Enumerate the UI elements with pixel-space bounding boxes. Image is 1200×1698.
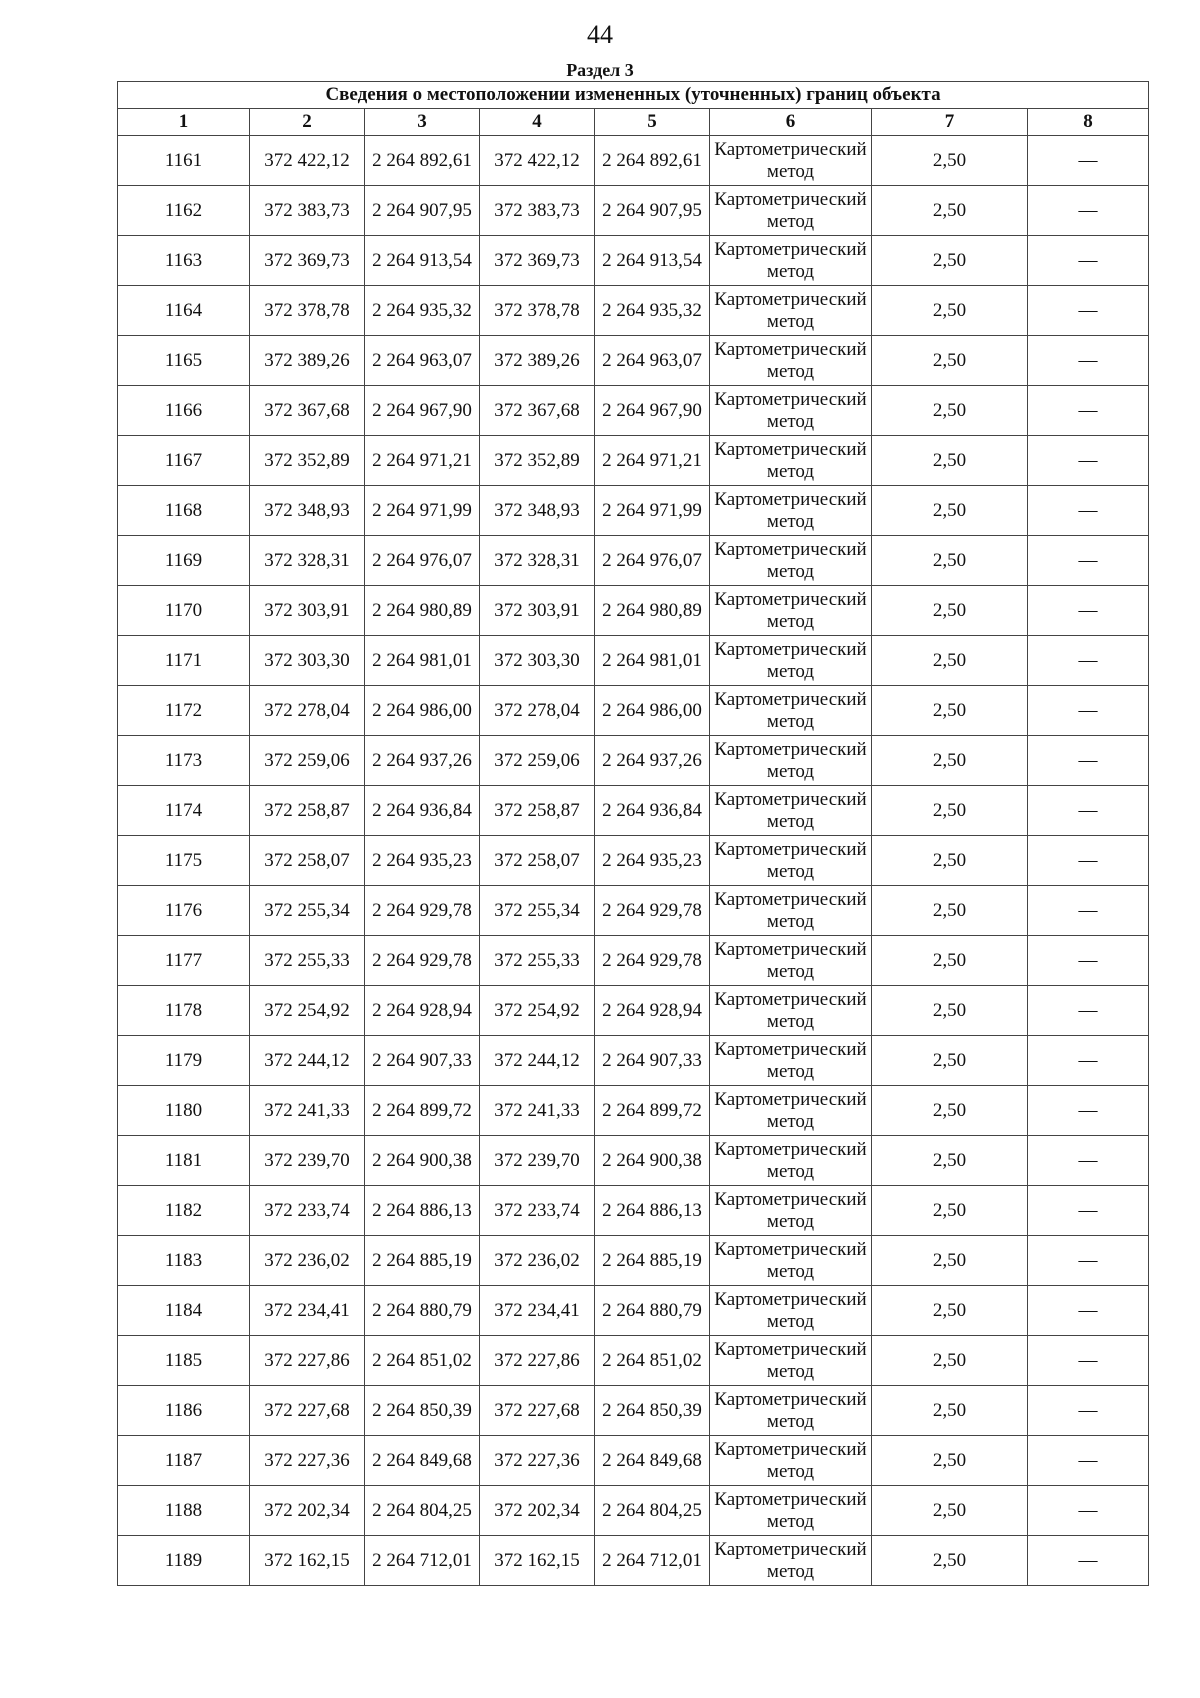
cell-description: — <box>1028 136 1149 186</box>
cell-description: — <box>1028 286 1149 336</box>
cell-method: Картометрический метод <box>710 1386 872 1436</box>
cell-x-new: 372 383,73 <box>480 186 595 236</box>
cell-y-new: 2 264 804,25 <box>595 1486 710 1536</box>
cell-y-new: 2 264 899,72 <box>595 1086 710 1136</box>
cell-accuracy: 2,50 <box>872 236 1028 286</box>
cell-description: — <box>1028 1086 1149 1136</box>
cell-method: Картометрический метод <box>710 786 872 836</box>
cell-point-number: 1173 <box>118 736 250 786</box>
cell-x-existing: 372 378,78 <box>250 286 365 336</box>
cell-y-new: 2 264 929,78 <box>595 936 710 986</box>
cell-method: Картометрический метод <box>710 186 872 236</box>
cell-x-existing: 372 259,06 <box>250 736 365 786</box>
cell-method: Картометрический метод <box>710 1536 872 1586</box>
cell-method: Картометрический метод <box>710 836 872 886</box>
cell-description: — <box>1028 836 1149 886</box>
table-row <box>118 1436 1149 1486</box>
cell-y-new: 2 264 986,00 <box>595 686 710 736</box>
cell-y-new: 2 264 928,94 <box>595 986 710 1036</box>
cell-accuracy: 2,50 <box>872 336 1028 386</box>
table-row <box>118 636 1149 686</box>
cell-x-new: 372 227,36 <box>480 1436 595 1486</box>
cell-description: — <box>1028 386 1149 436</box>
cell-method: Картометрический метод <box>710 586 872 636</box>
cell-x-existing: 372 234,41 <box>250 1286 365 1336</box>
cell-accuracy: 2,50 <box>872 1386 1028 1436</box>
cell-description: — <box>1028 636 1149 686</box>
cell-method: Картометрический метод <box>710 1286 872 1336</box>
cell-description: — <box>1028 1486 1149 1536</box>
cell-point-number: 1168 <box>118 486 250 536</box>
cell-x-new: 372 227,68 <box>480 1386 595 1436</box>
cell-point-number: 1162 <box>118 186 250 236</box>
cell-y-existing: 2 264 971,99 <box>365 486 480 536</box>
cell-y-new: 2 264 885,19 <box>595 1236 710 1286</box>
table-row <box>118 286 1149 336</box>
cell-description: — <box>1028 436 1149 486</box>
cell-method: Картометрический метод <box>710 1086 872 1136</box>
cell-accuracy: 2,50 <box>872 386 1028 436</box>
cell-x-existing: 372 383,73 <box>250 186 365 236</box>
cell-y-existing: 2 264 899,72 <box>365 1086 480 1136</box>
cell-x-existing: 372 367,68 <box>250 386 365 436</box>
table-row <box>118 436 1149 486</box>
cell-accuracy: 2,50 <box>872 836 1028 886</box>
cell-x-new: 372 378,78 <box>480 286 595 336</box>
cell-accuracy: 2,50 <box>872 1086 1028 1136</box>
cell-point-number: 1174 <box>118 786 250 836</box>
cell-description: — <box>1028 1036 1149 1086</box>
cell-y-existing: 2 264 935,32 <box>365 286 480 336</box>
column-header-2: 2 <box>250 109 365 136</box>
cell-accuracy: 2,50 <box>872 186 1028 236</box>
cell-y-new: 2 264 936,84 <box>595 786 710 836</box>
cell-y-new: 2 264 907,33 <box>595 1036 710 1086</box>
cell-method: Картометрический метод <box>710 536 872 586</box>
cell-accuracy: 2,50 <box>872 1036 1028 1086</box>
table-row <box>118 236 1149 286</box>
cell-accuracy: 2,50 <box>872 786 1028 836</box>
cell-method: Картометрический метод <box>710 986 872 1036</box>
cell-y-new: 2 264 976,07 <box>595 536 710 586</box>
cell-y-new: 2 264 900,38 <box>595 1136 710 1186</box>
cell-x-new: 372 202,34 <box>480 1486 595 1536</box>
cell-method: Картометрический метод <box>710 936 872 986</box>
cell-description: — <box>1028 886 1149 936</box>
cell-method: Картометрический метод <box>710 1136 872 1186</box>
cell-x-new: 372 328,31 <box>480 536 595 586</box>
cell-point-number: 1171 <box>118 636 250 686</box>
cell-accuracy: 2,50 <box>872 1436 1028 1486</box>
cell-x-existing: 372 255,34 <box>250 886 365 936</box>
column-header-8: 8 <box>1028 109 1149 136</box>
cell-x-existing: 372 239,70 <box>250 1136 365 1186</box>
cell-y-new: 2 264 892,61 <box>595 136 710 186</box>
cell-accuracy: 2,50 <box>872 1486 1028 1536</box>
cell-point-number: 1189 <box>118 1536 250 1586</box>
table-row <box>118 736 1149 786</box>
cell-y-existing: 2 264 900,38 <box>365 1136 480 1186</box>
column-header-5: 5 <box>595 109 710 136</box>
cell-accuracy: 2,50 <box>872 1336 1028 1386</box>
cell-x-existing: 372 303,30 <box>250 636 365 686</box>
cell-point-number: 1187 <box>118 1436 250 1486</box>
cell-accuracy: 2,50 <box>872 686 1028 736</box>
cell-point-number: 1163 <box>118 236 250 286</box>
cell-y-new: 2 264 907,95 <box>595 186 710 236</box>
cell-x-new: 372 236,02 <box>480 1236 595 1286</box>
cell-y-new: 2 264 935,23 <box>595 836 710 886</box>
cell-method: Картометрический метод <box>710 1486 872 1536</box>
cell-y-existing: 2 264 980,89 <box>365 586 480 636</box>
column-header-3: 3 <box>365 109 480 136</box>
cell-point-number: 1164 <box>118 286 250 336</box>
cell-accuracy: 2,50 <box>872 136 1028 186</box>
cell-description: — <box>1028 736 1149 786</box>
coordinates-table <box>117 81 1149 1586</box>
table-row <box>118 336 1149 386</box>
cell-y-new: 2 264 851,02 <box>595 1336 710 1386</box>
cell-point-number: 1170 <box>118 586 250 636</box>
cell-accuracy: 2,50 <box>872 1536 1028 1586</box>
table-row <box>118 136 1149 186</box>
cell-x-existing: 372 227,86 <box>250 1336 365 1386</box>
cell-x-new: 372 255,34 <box>480 886 595 936</box>
column-header-7: 7 <box>872 109 1028 136</box>
cell-accuracy: 2,50 <box>872 1286 1028 1336</box>
cell-y-new: 2 264 886,13 <box>595 1186 710 1236</box>
cell-y-existing: 2 264 928,94 <box>365 986 480 1036</box>
cell-point-number: 1180 <box>118 1086 250 1136</box>
cell-x-new: 372 369,73 <box>480 236 595 286</box>
cell-accuracy: 2,50 <box>872 1236 1028 1286</box>
cell-description: — <box>1028 1536 1149 1586</box>
cell-description: — <box>1028 686 1149 736</box>
cell-x-existing: 372 236,02 <box>250 1236 365 1286</box>
cell-x-new: 372 259,06 <box>480 736 595 786</box>
cell-y-new: 2 264 980,89 <box>595 586 710 636</box>
cell-y-existing: 2 264 937,26 <box>365 736 480 786</box>
cell-x-new: 372 422,12 <box>480 136 595 186</box>
cell-accuracy: 2,50 <box>872 486 1028 536</box>
cell-description: — <box>1028 1386 1149 1436</box>
cell-x-new: 372 258,87 <box>480 786 595 836</box>
cell-point-number: 1165 <box>118 336 250 386</box>
cell-y-new: 2 264 935,32 <box>595 286 710 336</box>
cell-accuracy: 2,50 <box>872 1186 1028 1236</box>
cell-y-existing: 2 264 849,68 <box>365 1436 480 1486</box>
cell-x-new: 372 348,93 <box>480 486 595 536</box>
page-number: 44 <box>587 20 613 49</box>
cell-x-existing: 372 227,36 <box>250 1436 365 1486</box>
cell-x-new: 372 258,07 <box>480 836 595 886</box>
cell-y-existing: 2 264 886,13 <box>365 1186 480 1236</box>
cell-point-number: 1179 <box>118 1036 250 1086</box>
cell-y-existing: 2 264 907,95 <box>365 186 480 236</box>
cell-x-existing: 372 278,04 <box>250 686 365 736</box>
column-header-row <box>118 109 1149 136</box>
cell-x-new: 372 278,04 <box>480 686 595 736</box>
cell-point-number: 1182 <box>118 1186 250 1236</box>
cell-accuracy: 2,50 <box>872 1136 1028 1186</box>
cell-point-number: 1186 <box>118 1386 250 1436</box>
cell-description: — <box>1028 1286 1149 1336</box>
table-row <box>118 1136 1149 1186</box>
table-row <box>118 1186 1149 1236</box>
table-row <box>118 186 1149 236</box>
cell-y-existing: 2 264 892,61 <box>365 136 480 186</box>
cell-y-existing: 2 264 963,07 <box>365 336 480 386</box>
cell-x-existing: 372 328,31 <box>250 536 365 586</box>
cell-method: Картометрический метод <box>710 236 872 286</box>
cell-point-number: 1169 <box>118 536 250 586</box>
cell-method: Картометрический метод <box>710 286 872 336</box>
cell-y-new: 2 264 971,99 <box>595 486 710 536</box>
cell-method: Картометрический метод <box>710 1236 872 1286</box>
cell-method: Картометрический метод <box>710 886 872 936</box>
column-header-4: 4 <box>480 109 595 136</box>
cell-x-new: 372 255,33 <box>480 936 595 986</box>
cell-x-new: 372 233,74 <box>480 1186 595 1236</box>
cell-x-new: 372 239,70 <box>480 1136 595 1186</box>
cell-x-new: 372 241,33 <box>480 1086 595 1136</box>
table-body <box>118 136 1149 1586</box>
column-header-6: 6 <box>710 109 872 136</box>
cell-point-number: 1161 <box>118 136 250 186</box>
cell-x-existing: 372 227,68 <box>250 1386 365 1436</box>
cell-method: Картометрический метод <box>710 636 872 686</box>
cell-x-existing: 372 255,33 <box>250 936 365 986</box>
cell-method: Картометрический метод <box>710 436 872 486</box>
section-title: Раздел 3 <box>566 60 634 80</box>
cell-method: Картометрический метод <box>710 736 872 786</box>
cell-point-number: 1188 <box>118 1486 250 1536</box>
cell-accuracy: 2,50 <box>872 536 1028 586</box>
cell-y-existing: 2 264 976,07 <box>365 536 480 586</box>
cell-method: Картометрический метод <box>710 1036 872 1086</box>
cell-description: — <box>1028 1186 1149 1236</box>
cell-x-new: 372 244,12 <box>480 1036 595 1086</box>
column-header-1: 1 <box>118 109 250 136</box>
cell-x-existing: 372 389,26 <box>250 336 365 386</box>
table-row <box>118 836 1149 886</box>
cell-description: — <box>1028 936 1149 986</box>
cell-y-new: 2 264 849,68 <box>595 1436 710 1486</box>
cell-y-new: 2 264 967,90 <box>595 386 710 436</box>
cell-y-new: 2 264 963,07 <box>595 336 710 386</box>
cell-y-existing: 2 264 804,25 <box>365 1486 480 1536</box>
cell-x-existing: 372 369,73 <box>250 236 365 286</box>
cell-x-existing: 372 348,93 <box>250 486 365 536</box>
table-row <box>118 1486 1149 1536</box>
cell-method: Картометрический метод <box>710 336 872 386</box>
cell-accuracy: 2,50 <box>872 736 1028 786</box>
cell-point-number: 1166 <box>118 386 250 436</box>
table-row <box>118 986 1149 1036</box>
cell-x-existing: 372 352,89 <box>250 436 365 486</box>
cell-method: Картометрический метод <box>710 1186 872 1236</box>
cell-description: — <box>1028 586 1149 636</box>
cell-accuracy: 2,50 <box>872 886 1028 936</box>
cell-point-number: 1181 <box>118 1136 250 1186</box>
cell-y-new: 2 264 971,21 <box>595 436 710 486</box>
table-row <box>118 1086 1149 1136</box>
cell-x-new: 372 389,26 <box>480 336 595 386</box>
cell-x-new: 372 162,15 <box>480 1536 595 1586</box>
cell-description: — <box>1028 536 1149 586</box>
cell-method: Картометрический метод <box>710 486 872 536</box>
cell-accuracy: 2,50 <box>872 636 1028 686</box>
table-row <box>118 786 1149 836</box>
cell-y-new: 2 264 981,01 <box>595 636 710 686</box>
cell-y-existing: 2 264 850,39 <box>365 1386 480 1436</box>
cell-accuracy: 2,50 <box>872 286 1028 336</box>
table-caption-row <box>118 82 1149 109</box>
cell-y-existing: 2 264 967,90 <box>365 386 480 436</box>
cell-x-existing: 372 422,12 <box>250 136 365 186</box>
cell-y-new: 2 264 880,79 <box>595 1286 710 1336</box>
cell-x-new: 372 352,89 <box>480 436 595 486</box>
cell-description: — <box>1028 1436 1149 1486</box>
table-row <box>118 936 1149 986</box>
cell-x-existing: 372 254,92 <box>250 986 365 1036</box>
cell-x-existing: 372 202,34 <box>250 1486 365 1536</box>
cell-x-new: 372 254,92 <box>480 986 595 1036</box>
cell-description: — <box>1028 1236 1149 1286</box>
cell-y-new: 2 264 929,78 <box>595 886 710 936</box>
cell-method: Картометрический метод <box>710 1436 872 1486</box>
table-row <box>118 1286 1149 1336</box>
cell-point-number: 1175 <box>118 836 250 886</box>
cell-y-existing: 2 264 851,02 <box>365 1336 480 1386</box>
table-caption: Сведения о местоположении измененных (уточненных) границ объекта <box>118 82 1149 109</box>
table-row <box>118 1036 1149 1086</box>
cell-y-new: 2 264 913,54 <box>595 236 710 286</box>
cell-description: — <box>1028 336 1149 386</box>
cell-x-existing: 372 258,07 <box>250 836 365 886</box>
cell-description: — <box>1028 786 1149 836</box>
cell-y-new: 2 264 850,39 <box>595 1386 710 1436</box>
cell-x-new: 372 303,91 <box>480 586 595 636</box>
cell-x-new: 372 367,68 <box>480 386 595 436</box>
cell-point-number: 1176 <box>118 886 250 936</box>
cell-y-existing: 2 264 936,84 <box>365 786 480 836</box>
cell-y-existing: 2 264 929,78 <box>365 886 480 936</box>
cell-y-existing: 2 264 712,01 <box>365 1536 480 1586</box>
cell-accuracy: 2,50 <box>872 986 1028 1036</box>
cell-y-new: 2 264 937,26 <box>595 736 710 786</box>
table-row <box>118 886 1149 936</box>
cell-point-number: 1167 <box>118 436 250 486</box>
table-row <box>118 486 1149 536</box>
cell-x-existing: 372 303,91 <box>250 586 365 636</box>
cell-y-new: 2 264 712,01 <box>595 1536 710 1586</box>
cell-description: — <box>1028 1336 1149 1386</box>
cell-point-number: 1185 <box>118 1336 250 1386</box>
cell-y-existing: 2 264 929,78 <box>365 936 480 986</box>
table-row <box>118 536 1149 586</box>
table-row <box>118 1336 1149 1386</box>
cell-description: — <box>1028 186 1149 236</box>
cell-point-number: 1184 <box>118 1286 250 1336</box>
cell-y-existing: 2 264 885,19 <box>365 1236 480 1286</box>
cell-method: Картометрический метод <box>710 136 872 186</box>
cell-x-existing: 372 233,74 <box>250 1186 365 1236</box>
table-row <box>118 1536 1149 1586</box>
cell-method: Картометрический метод <box>710 686 872 736</box>
cell-accuracy: 2,50 <box>872 936 1028 986</box>
cell-x-existing: 372 241,33 <box>250 1086 365 1136</box>
cell-y-existing: 2 264 971,21 <box>365 436 480 486</box>
cell-description: — <box>1028 986 1149 1036</box>
cell-x-existing: 372 258,87 <box>250 786 365 836</box>
cell-x-new: 372 227,86 <box>480 1336 595 1386</box>
table-row <box>118 1386 1149 1436</box>
cell-y-existing: 2 264 935,23 <box>365 836 480 886</box>
cell-accuracy: 2,50 <box>872 436 1028 486</box>
cell-accuracy: 2,50 <box>872 586 1028 636</box>
cell-method: Картометрический метод <box>710 1336 872 1386</box>
cell-description: — <box>1028 1136 1149 1186</box>
cell-method: Картометрический метод <box>710 386 872 436</box>
table-row <box>118 586 1149 636</box>
cell-description: — <box>1028 486 1149 536</box>
cell-y-existing: 2 264 986,00 <box>365 686 480 736</box>
cell-y-existing: 2 264 981,01 <box>365 636 480 686</box>
cell-x-new: 372 303,30 <box>480 636 595 686</box>
cell-y-existing: 2 264 907,33 <box>365 1036 480 1086</box>
table-row <box>118 686 1149 736</box>
cell-x-existing: 372 162,15 <box>250 1536 365 1586</box>
cell-point-number: 1177 <box>118 936 250 986</box>
cell-description: — <box>1028 236 1149 286</box>
cell-point-number: 1178 <box>118 986 250 1036</box>
cell-y-existing: 2 264 913,54 <box>365 236 480 286</box>
table-row <box>118 386 1149 436</box>
cell-x-existing: 372 244,12 <box>250 1036 365 1086</box>
cell-point-number: 1172 <box>118 686 250 736</box>
cell-x-new: 372 234,41 <box>480 1286 595 1336</box>
table-row <box>118 1236 1149 1286</box>
cell-point-number: 1183 <box>118 1236 250 1286</box>
cell-y-existing: 2 264 880,79 <box>365 1286 480 1336</box>
